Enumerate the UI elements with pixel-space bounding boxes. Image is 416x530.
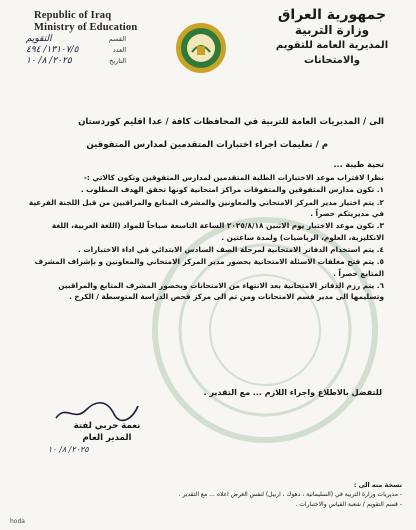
reference-date-value: ٢٠٢٥/ ٨/ ١٠	[26, 56, 72, 66]
reference-number-value: ١٣١٠٧/٥/ ٤٩٤	[26, 45, 79, 55]
reference-section-row	[26, 34, 126, 45]
reference-date-label: التاريخ	[109, 57, 126, 65]
letterhead-en-line1: Republic of Iraq	[34, 10, 112, 21]
signatory-title: المدير العام	[82, 433, 132, 443]
reference-number-row	[26, 45, 126, 56]
signature-block	[42, 420, 172, 444]
letter-greeting: تحية طيبة ...	[333, 160, 384, 169]
list-item-3: ٣. تكون موعد الاختبار يوم الاثنين ٢٠٢٥/٨/١٨ الساعة التاسعة صباحاً للمواد (اللغة العربية، اللغة الانكليزية، العلوم، الرياضيات) ولمدة ساعتين .	[51, 221, 384, 242]
letterhead-ar-line3: المديرية العامة للتقويم والامتحانات	[275, 40, 389, 66]
letter-closing: للتفضل بالاطلاع واجراء اللازم ... مع التقدير .	[203, 388, 382, 397]
copies-item-2: - قسم التقويم / شعبة القياس والاختبارات .	[295, 501, 402, 508]
signature-date: ٢٠٢٥/ ٨/ ١٠	[48, 445, 89, 454]
copies-item-1: - مديريات وزارة التربية في (السليمانية ، دهوك ، اربيل) لنفس الغرض اعلاه ... مع التقدير .	[178, 491, 402, 498]
signatory-name: نعمة حربي لفتة	[73, 421, 141, 431]
list-item-5: ٥. يتم فتح مغلفات الاسئلة الامتحانية بحضور مدير المركز الامتحاني والمعاونين و بإشراف المشرف المتابع حصراً .	[34, 257, 384, 278]
copies-label: نسخة منه الى :	[353, 481, 402, 489]
reference-number-label: العدد	[112, 46, 126, 54]
letterhead-ar-line1: جمهورية العراق	[277, 7, 387, 23]
letter-intro: نظرا لاقتراب موعد الاختبارات الطلبة المتقدمين لمدارس المتفوقين وتكون كالاتي :-	[83, 173, 384, 182]
typist-initials: hoda	[10, 518, 25, 525]
list-item-2: ٢. يتم اختيار مدير المركز الامتحاني والمعاونين والمشرف المتابع والمراقبين من قبل اللجنة الفرعية في مديريتكم حصراً .	[28, 197, 384, 218]
reference-block	[26, 34, 126, 67]
letterhead-arabic	[268, 8, 396, 68]
list-item-6: ٦. يتم رزم الدفاتر الامتحانية بعد الانتهاء من الامتحانات وبحضور المشرف المتابع والمراقبين وتسليمها الى مدير قسم الامتحانات ومن ثم الى مركز فحص الدراسة المتوسطة / الكرخ .	[58, 280, 384, 302]
letterhead-en-line2: Ministry of Education	[34, 22, 138, 33]
letter-body	[24, 172, 384, 304]
letter-address: الى / المديريات العامة للتربية في المحافظات كافة / عدا اقليم كوردستان	[78, 117, 384, 127]
list-item-1: ١. تكون مدارس المتفوقين والمتفوقات مراكز امتحانية كونها تحقق الهدف المطلوب .	[80, 185, 384, 195]
reference-section-label: القسم	[108, 35, 126, 43]
reference-section-value: التقويم	[26, 34, 52, 44]
letterhead-ar-line2: وزارة التربية	[294, 23, 370, 37]
letter-subject: م / تعليمات اجراء اختبارات المتقدمين لمدارس المتفوقين	[86, 140, 328, 150]
copies-block	[12, 480, 402, 510]
letterhead-english	[34, 10, 137, 34]
list-item-4: ٤. يتم استخدام الدفاتر الامتحانية لمرحلة الصف السادس الابتدائي في اداء الاختبارات .	[78, 244, 384, 254]
ministry-seal-logo	[175, 22, 227, 74]
reference-date-row	[26, 56, 126, 67]
